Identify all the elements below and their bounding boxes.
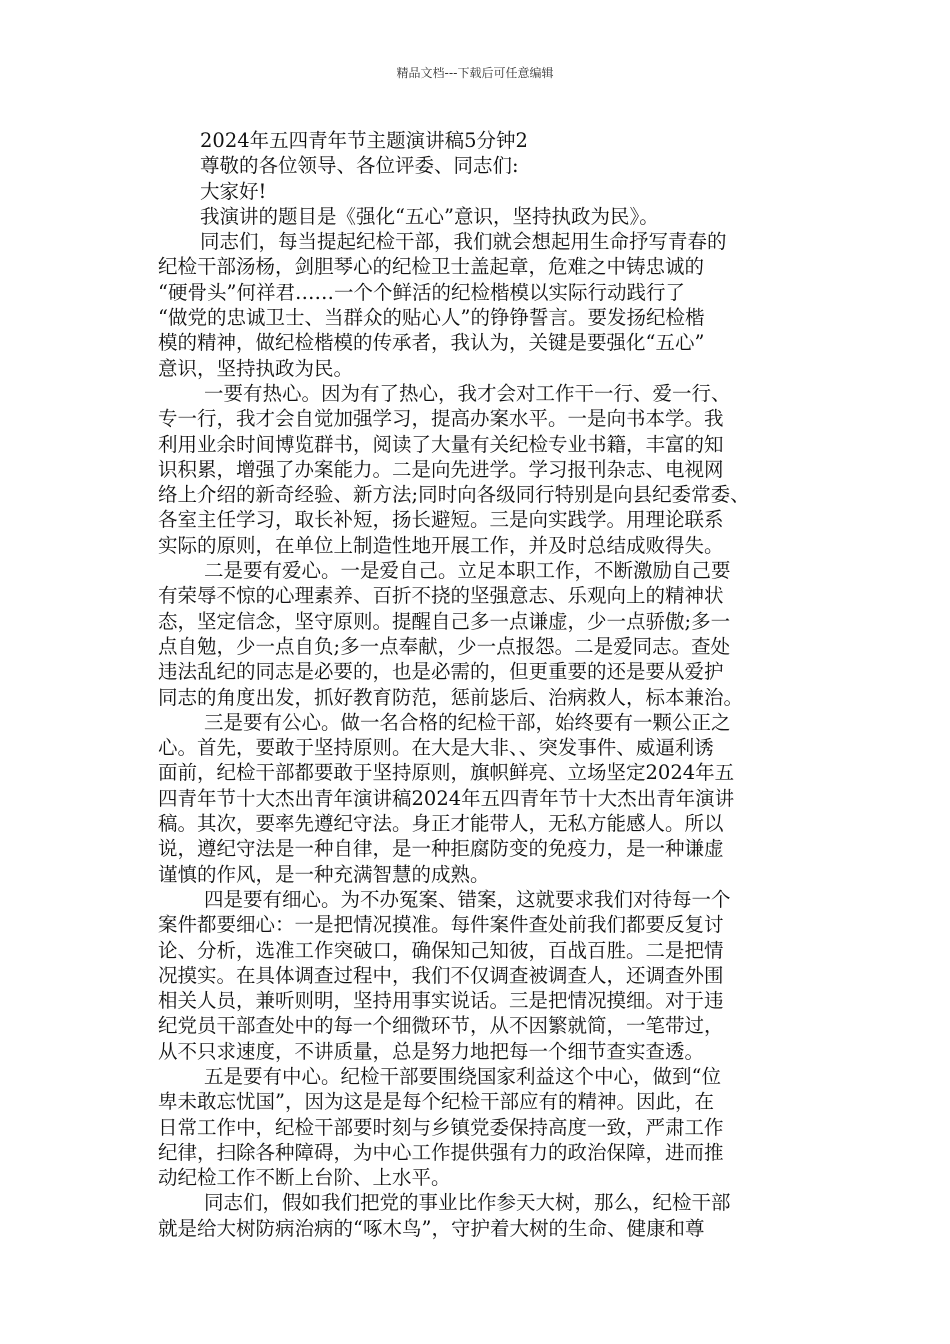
text-line: “做党的忠诚卫士、当群众的贴心人”的铮铮誓言。要发扬纪检楷 [158,306,705,330]
text-line: 谨慎的作风，是一种充满智慧的成熟。 [158,862,490,886]
text-line: 态，坚定信念，坚守原则。提醒自己多一点谦虚，少一点骄傲;多一 [158,609,731,633]
text-line: 我演讲的题目是《强化“五心”意识，坚持执政为民》。 [200,204,659,228]
text-line: 2024年五四青年节主题演讲稿5分钟2 [200,129,528,152]
text-line: 违法乱纪的同志是必要的，也是必需的，但更重要的还是要从爱护 [158,660,724,684]
text-line: 案件都要细心：一是把情况摸准。每件案件查处前我们都要反复讨 [158,913,724,937]
page-header: 精品文档---下载后可任意编辑 [396,66,554,80]
text-line: 四是要有细心。为不办冤案、错案，这就要求我们对待每一个 [204,887,731,911]
text-line: 论、分析，选准工作突破口，确保知己知彼，百战百胜。二是把情 [158,938,724,962]
document-body [158,128,830,1241]
text-line: 动纪检工作不断上台阶、上水平。 [158,1166,451,1190]
text-line: 有荣辱不惊的心理素养、百折不挠的坚强意志、乐观向上的精神状 [158,584,724,608]
text-line: 纪党员干部查处中的每一个细微环节，从不因繁就简，一笔带过， [158,1014,724,1038]
text-line: 三是要有公心。做一名合格的纪检干部，始终要有一颗公正之 [204,710,731,734]
text-line: “硬骨头”何祥君……一个个鲜活的纪检楷模以实际行动践行了 [158,280,685,304]
text-line: 四青年节十大杰出青年演讲稿2024年五四青年节十大杰出青年演讲 [158,786,735,810]
text-line: 一要有热心。因为有了热心，我才会对工作干一行、爱一行、 [204,381,731,405]
text-line: 纪检干部汤杨，剑胆琴心的纪检卫士盖起章，危难之中铸忠诚的 [158,255,705,279]
text-line: 就是给大树防病治病的“啄木鸟”，守护着大树的生命、健康和尊 [158,1216,705,1240]
text-line: 说，遵纪守法是一种自律，是一种拒腐防变的免疫力，是一种谦虚 [158,837,724,861]
text-line: 况摸实。在具体调查过程中，我们不仅调查被调查人，还调查外围 [158,963,724,987]
text-line: 络上介绍的新奇经验、新方法;同时向各级同行特别是向县纪委常委、 [158,483,750,507]
text-line: 模的精神，做纪检楷模的传承者，我认为，关键是要强化“五心” [158,331,705,355]
text-line: 二是要有爱心。一是爱自己。立足本职工作，不断激励自己要 [204,559,731,583]
text-line: 意识，坚持执政为民。 [158,356,354,380]
text-line: 面前，纪检干部都要敢于坚持原则，旗帜鲜亮、立场坚定2024年五 [158,761,735,785]
text-line: 日常工作中，纪检干部要时刻与乡镇党委保持高度一致，严肃工作 [158,1115,724,1139]
text-line: 同志们，假如我们把党的事业比作参天大树，那么，纪检干部 [204,1191,731,1215]
text-line: 相关人员，兼听则明，坚持用事实说话。三是把情况摸细。对于违 [158,989,724,1013]
text-line: 同志们，每当提起纪检干部，我们就会想起用生命抒写青春的 [200,230,727,254]
text-line: 从不只求速度，不讲质量，总是努力地把每一个细节查实查透。 [158,1039,705,1063]
text-line: 同志的角度出发，抓好教育防范，惩前毖后、治病救人，标本兼治。 [158,685,744,709]
text-line: 专一行，我才会自觉加强学习，提高办案水平。一是向书本学。我 [158,407,724,431]
text-line: 卑未敢忘忧国”，因为这是是每个纪检干部应有的精神。因此，在 [158,1090,714,1114]
text-line: 各室主任学习，取长补短，扬长避短。三是向实践学。用理论联系 [158,508,724,532]
text-line: 心。首先，要敢于坚持原则。在大是大非、、突发事件、威逼利诱 [158,736,714,760]
text-line: 点自勉，少一点自负;多一点奉献，少一点报怨。二是爱同志。查处 [158,634,731,658]
text-line: 五是要有中心。纪检干部要围绕国家利益这个中心，做到“位 [204,1064,721,1088]
text-line: 纪律，扫除各种障碍，为中心工作提供强有力的政治保障，进而推 [158,1140,724,1164]
text-line: 大家好! [200,179,267,203]
text-line: 稿。其次，要率先遵纪守法。身正才能带人，无私方能感人。所以 [158,812,724,836]
text-line: 识积累，增强了办案能力。二是向先进学。学习报刊杂志、电视网 [158,457,724,481]
text-line: 尊敬的各位领导、各位评委、同志们: [200,154,519,178]
text-line: 利用业余时间博览群书，阅读了大量有关纪检专业书籍，丰富的知 [158,432,724,456]
text-line: 实际的原则，在单位上制造性地开展工作，并及时总结成败得失。 [158,533,724,557]
